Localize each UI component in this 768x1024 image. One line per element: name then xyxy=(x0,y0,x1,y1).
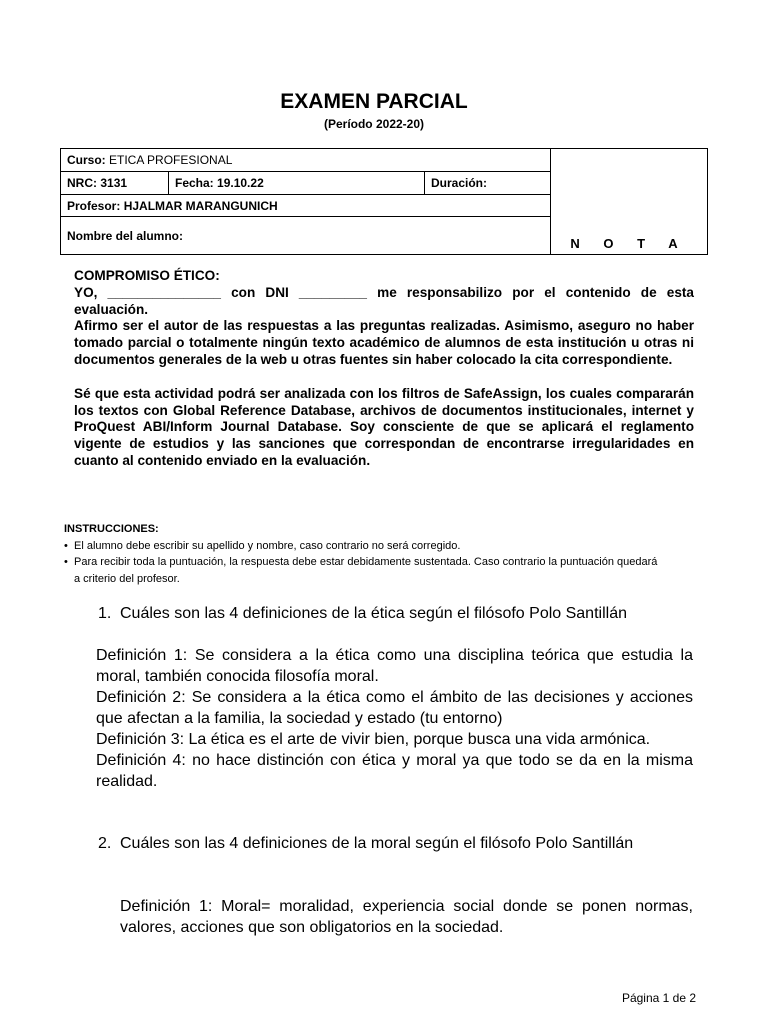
instructions-list xyxy=(64,538,704,588)
answer-definition: Definición 3: La ética es el arte de vivir bien, porque busca una vida armónica. xyxy=(96,731,651,748)
commitment-line-3: Sé que esta actividad podrá ser analizada con los filtros de SafeAssign, los cuales compararán los textos con Global Reference Database, archivos de documentos institucionales, internet y ProQuest ABI/Inform Journal Database. Soy consciente de que se aplicará el reglamento vigente de estudios y las sanciones que correspondan de encontrarse irregularidades en cuanto al contenido enviado en la evaluación. xyxy=(74,385,694,468)
page-number: Página 1 de 2 xyxy=(621,991,696,1005)
duracion-label: Duración: xyxy=(431,176,488,190)
commitment-heading: COMPROMISO ÉTICO: xyxy=(74,268,220,283)
fecha-label: Fecha: xyxy=(175,176,214,190)
question-text: Cuáles son las 4 definiciones de la ética según el filósofo Polo Santillán xyxy=(120,605,627,622)
nrc-value: 3131 xyxy=(100,176,128,190)
fecha-value: 19.10.22 xyxy=(217,176,264,190)
instructions-heading: INSTRUCCIONES: xyxy=(64,523,159,535)
question-number: 2. xyxy=(98,835,112,852)
question-2 xyxy=(98,833,693,854)
nota-cell xyxy=(551,149,708,255)
exam-info-table xyxy=(60,148,708,255)
instruction-item: • El alumno debe escribir su apellido y nombre, caso contrario no será corregido. xyxy=(64,538,704,555)
commitment-line-1: YO, _______________ con DNI _________ me responsabilizo por el contenido de esta evaluación. xyxy=(74,284,694,317)
question-text: Cuáles son las 4 definiciones de la moral según el filósofo Polo Santillán xyxy=(120,835,634,852)
commitment-line-2: Afirmo ser el autor de las respuestas a las preguntas realizadas. Asimismo, aseguro no haber tomado parcial o totalmente ningún texto académico de alumnos de esta institución u otras ni documentos generales de la web u otras fuentes sin haber colocado la cita correspondiente. xyxy=(74,318,694,367)
instructions xyxy=(64,521,704,587)
exam-period: (Período 2022-20) xyxy=(323,117,425,131)
nrc-cell xyxy=(61,172,169,195)
alumno-cell xyxy=(61,217,551,255)
curso-label: Curso: xyxy=(67,153,106,167)
answer-definition: Definición 1: Se considera a la ética como una disciplina teórica que estudia la moral, también conocida filosofía moral. xyxy=(96,647,693,685)
page-title: EXAMEN PARCIAL xyxy=(280,90,468,113)
nrc-label: NRC: xyxy=(67,176,97,190)
curso-cell xyxy=(61,149,551,172)
profesor-value: HJALMAR MARANGUNICH xyxy=(123,198,278,213)
question-1 xyxy=(98,603,698,624)
curso-value: ETICA PROFESIONAL xyxy=(109,153,233,167)
fecha-cell xyxy=(169,172,425,195)
duracion-cell xyxy=(425,172,551,195)
question-1-answers xyxy=(96,645,693,792)
question-number: 1. xyxy=(98,605,112,622)
alumno-label: Nombre del alumno: xyxy=(67,228,184,243)
profesor-cell xyxy=(61,195,551,217)
instruction-item: • Para recibir toda la puntuación, la respuesta debe estar debidamente sustentada. Caso contrario la puntuación quedará a criterio del profesor. xyxy=(64,554,664,587)
answer-definition: Definición 4: no hace distinción con ética y moral ya que todo se da en la misma realidad. xyxy=(96,752,693,790)
answer-definition: Definición 1: Moral= moralidad, experiencia social donde se ponen normas, valores, acciones que son obligatorios en la sociedad. xyxy=(120,898,693,936)
profesor-label: Profesor: xyxy=(67,198,121,213)
question-2-answers xyxy=(120,896,693,938)
ethical-commitment xyxy=(74,268,694,470)
answer-definition: Definición 2: Se considera a la ética como el ámbito de las decisiones y acciones que afectan a la familia, la sociedad y estado (tu entorno) xyxy=(96,689,693,727)
nota-label: N O T A xyxy=(570,236,688,251)
